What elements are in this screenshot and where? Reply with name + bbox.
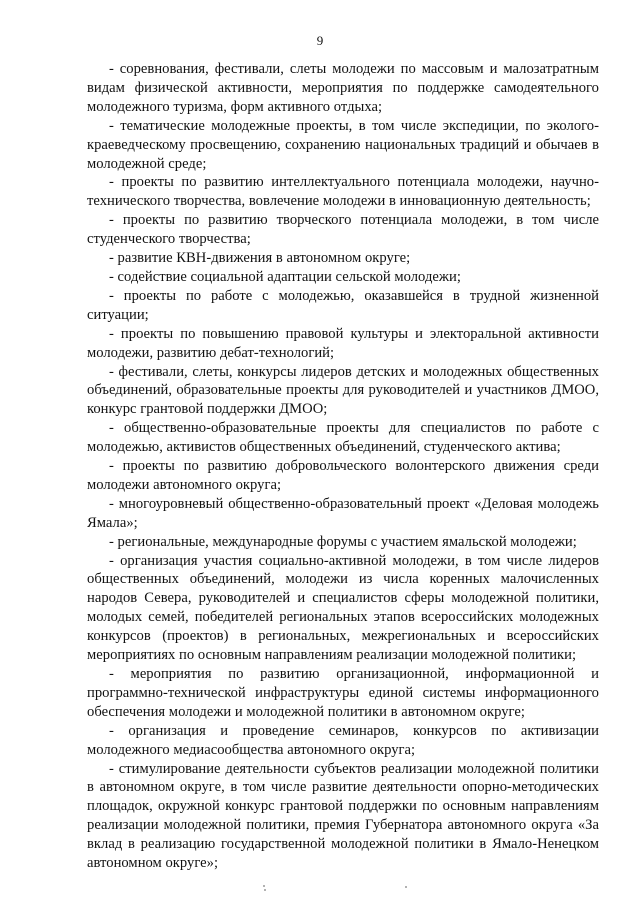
list-item: - проекты по развитию творческого потенциала молодежи, в том числе студенческого творчества;: [87, 212, 599, 248]
list-item: - проекты по работе с молодежью, оказавшейся в трудной жизненной ситуации;: [87, 287, 599, 323]
list-item: - мероприятия по развитию организационной, информационной и программно-технической инфраструктуры единой системы информационного обеспечения молодежи и молодежной политики в автономном округе;: [87, 666, 599, 720]
scan-artifacts: [0, 883, 640, 893]
list-item: - организация участия социально-активной молодежи, в том числе лидеров общественных объединений, молодежи из числа коренных малочисленных народов Севера, руководителей и специалистов сферы молодежной политики, молодых семей, победителей региональных этапов всероссийских молодежных конкурсов (проектов) в региональных, межрегиональных и всероссийских мероприятиях по основным направлениям реализации молодежной политики;: [87, 552, 599, 664]
list-item: - соревнования, фестивали, слеты молодежи по массовым и малозатратным видам физической активности, мероприятия по поддержке самодеятельного молодежного туризма, форм активного отдыха;: [87, 61, 599, 115]
list-item: - многоуровневый общественно-образовательный проект «Деловая молодежь Ямала»;: [87, 495, 599, 531]
list-item: - стимулирование деятельности субъектов реализации молодежной политики в автономном округе, в том числе развитие деятельности опорно-методических площадок, окружной конкурс грантовой поддержки по основным направлениям реализации молодежной политики, премия Губернатора автономного округа «За вклад в реализацию государственной молодежной политики в Ямало-Ненецком автономном округе»;: [87, 760, 599, 872]
list-item: - общественно-образовательные проекты для специалистов по работе с молодежью, активистов общественных объединений, студенческого актива;: [87, 420, 599, 456]
list-item: - проекты по развитию добровольческого волонтерского движения среди молодежи автономного округа;: [87, 458, 599, 493]
scan-dot: [263, 885, 265, 887]
scan-dot: [264, 889, 266, 891]
list-item: - содействие социальной адаптации сельской молодежи;: [109, 268, 461, 285]
document-body: [87, 60, 599, 873]
scan-dot: [405, 886, 407, 888]
list-item: - тематические молодежные проекты, в том числе экспедиции, по эколого-краеведческому просвещению, сохранению национальных традиций и обычаев в молодежной среде;: [87, 117, 599, 172]
list-item: - проекты по повышению правовой культуры и электоральной активности молодежи, развитию дебат-технологий;: [87, 325, 599, 361]
list-item: - проекты по развитию интеллектуального потенциала молодежи, научно-технического творчества, вовлечение молодежи в инновационную деятельность;: [87, 174, 599, 210]
list-item: - организация и проведение семинаров, конкурсов по активизации молодежного медиасообщества автономного округа;: [87, 722, 599, 758]
list-item: - развитие КВН-движения в автономном округе;: [109, 250, 411, 267]
list-item: - фестивали, слеты, конкурсы лидеров детских и молодежных общественных объединений, образовательные проекты для руководителей и участников ДМОО, конкурс грантовой поддержки ДМОО;: [87, 363, 599, 418]
page-number: 9: [316, 33, 324, 48]
list-item: - региональные, международные форумы с участием ямальской молодежи;: [109, 533, 577, 550]
